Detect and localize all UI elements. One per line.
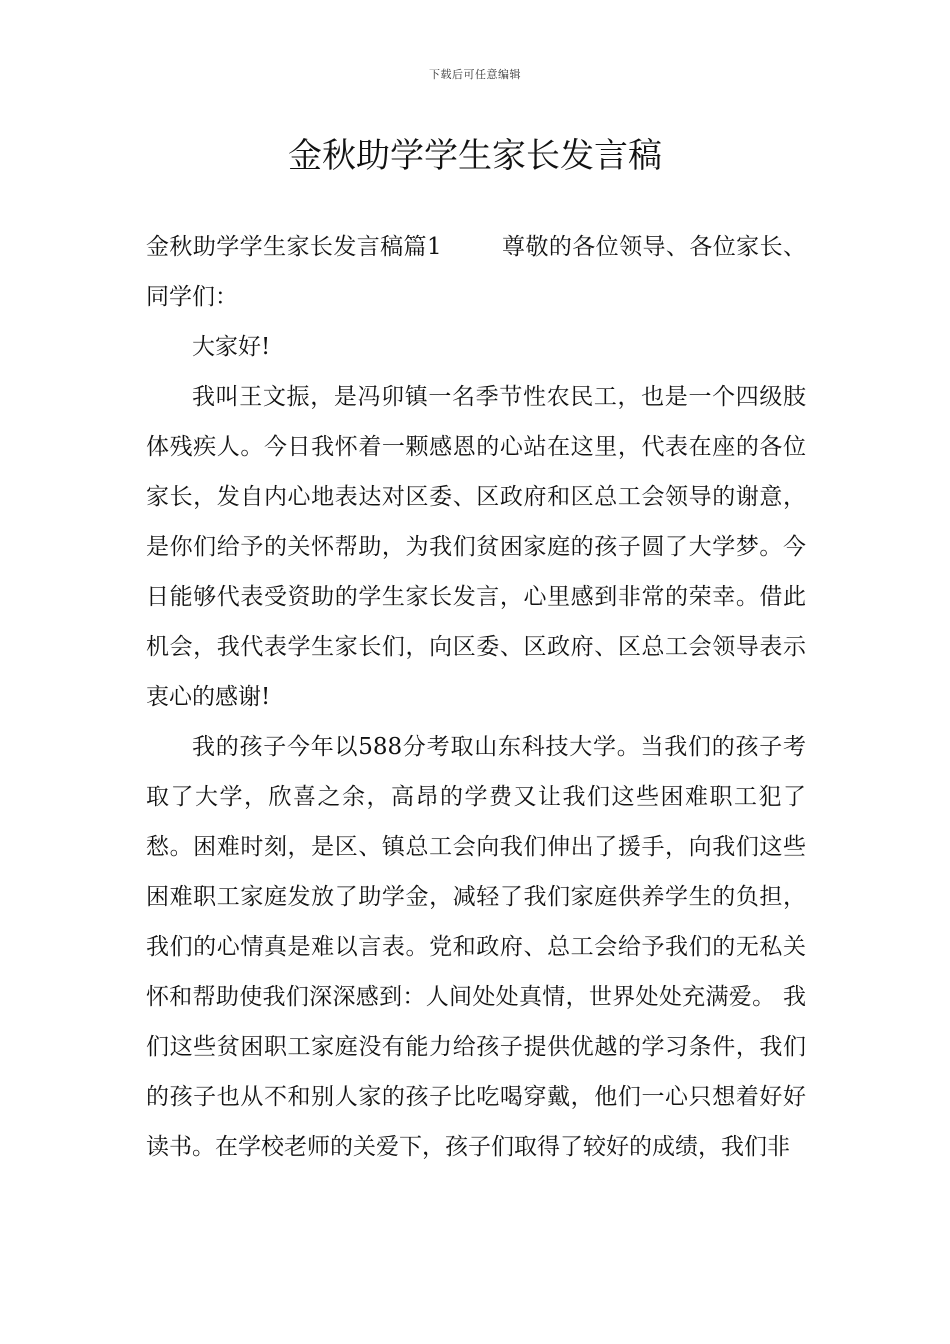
paragraph-introduction: 我叫王文振，是冯卯镇一名季节性农民工，也是一个四级肢体残疾人。今日我怀着一颗感恩的心站在这里，代表在座的各位家长，发自内心地表达对区委、区政府和区总工会领导的谢意，是你们给予的关怀帮助，为我们贫困家庭的孩子圆了大学梦。今日能够代表受资助的学生家长发言，心里感到非常的荣幸。借此机会，我代表学生家长们，向区委、区政府、区总工会领导表示衷心的感谢! (146, 384, 806, 710)
document-body (146, 222, 806, 1172)
paragraph-greeting: 大家好! (192, 334, 271, 360)
salutation: 尊敬的各位领导、各位家长、同学们： (146, 234, 806, 310)
document-title: 金秋助学学生家长发言稿 (288, 136, 662, 176)
section-heading: 金秋助学学生家长发言稿篇1 (146, 234, 442, 260)
page-header-note: 下载后可任意编辑 (429, 68, 521, 81)
opening-line (146, 222, 806, 322)
paragraph-gratitude: 我的孩子今年以588分考取山东科技大学。当我们的孩子考取了大学，欣喜之余，高昂的学费又让我们这些困难职工犯了愁。困难时刻，是区、镇总工会向我们伸出了援手，向我们这些困难职工家庭发放了助学金，减轻了我们家庭供养学生的负担，我们的心情真是难以言表。党和政府、总工会给予我们的无私关怀和帮助使我们深深感到：人间处处真情，世界处处充满爱。 我们这些贫困职工家庭没有能力给孩子提供优越的学习条件，我们的孩子也从不和别人家的孩子比吃喝穿戴，他们一心只想着好好读书。在学校老师的关爱下，孩子们取得了较好的成绩，我们非 (146, 734, 806, 1160)
